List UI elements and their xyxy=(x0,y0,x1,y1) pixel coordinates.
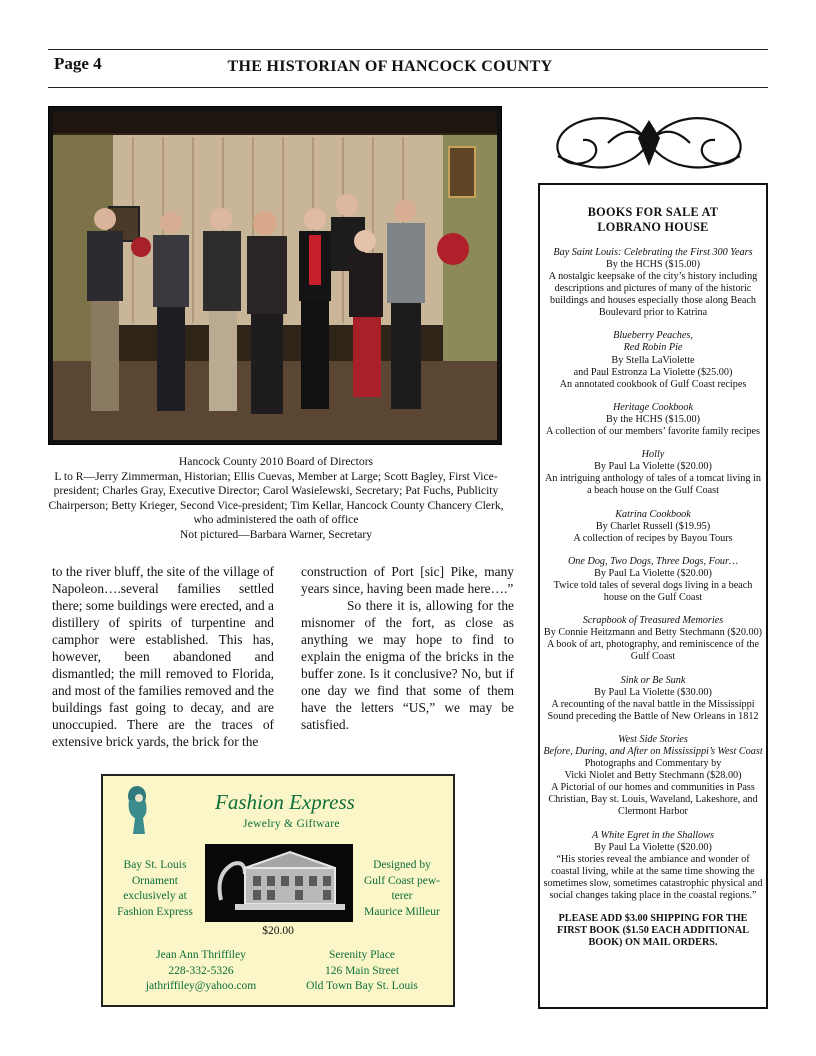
book-entry xyxy=(543,449,763,497)
book-description: A nostalgic keepsake of the city’s history including descriptions and pictures of many of the historic buildings and houses especially those along Beach Boulevard prior to Katrina xyxy=(548,271,758,319)
contact-email[interactable]: jathriffiley@yahoo.com xyxy=(145,980,257,993)
ad-title: Fashion Express xyxy=(215,790,355,814)
book-title: Before, During, and After on Mississippi’s West Coast xyxy=(543,746,763,757)
ornament-price: $20.00 xyxy=(262,925,294,937)
book-author-price: By Paul La Violette ($20.00) xyxy=(594,461,712,473)
address-line: 126 Main Street xyxy=(324,964,400,977)
book-title: Blueberry Peaches, xyxy=(613,330,693,342)
ad-line: Ornament xyxy=(132,874,178,887)
book-title: Red Robin Pie xyxy=(623,342,683,354)
book-title: Holly xyxy=(641,449,665,461)
book-title: Katrina Cookbook xyxy=(615,508,691,520)
book-entry xyxy=(543,402,763,438)
book-title: One Dog, Two Dogs, Three Dogs, Four… xyxy=(567,555,739,567)
book-entry xyxy=(543,615,763,663)
book-entry xyxy=(543,330,763,390)
fashion-express-ad xyxy=(101,774,455,1007)
caption-body: L to R—Jerry Zimmerman, Historian; Ellis Cuevas, Member at Large; Scott Bagley, First Vice-president; Charles Gray, Executive Director; Carol Wasielewski, Secretary; Pat Fuchs, Publicity Chairperson; Betty Krieger, Second Vice-president; Tim Kellar, Hancock County Chancery Clerk, who administered the oath of office xyxy=(48,469,504,527)
caption-note: Not pictured—Barbara Warner, Secretary xyxy=(179,527,373,541)
ad-line: Fashion Express xyxy=(117,905,193,918)
board-photo xyxy=(48,106,502,445)
book-entry xyxy=(543,509,763,545)
book-author-price: By Paul La Violette ($20.00) xyxy=(594,841,712,853)
article-paragraph: So there it is, allowing for the misnomer of the fort, as close as anything we may hope to find to explain the enigma of the bricks in the buffer zone. Is it conclusive? No, but if one day we find that some of them have the letters “US,” we may be satisfied. xyxy=(301,598,514,732)
book-title: Scrapbook of Treasured Memories xyxy=(582,615,724,627)
book-entry xyxy=(543,675,763,723)
ad-line: Bay St. Louis xyxy=(123,859,187,871)
address-line: Serenity Place xyxy=(328,949,396,961)
contact-phone: 228-332-5326 xyxy=(168,964,234,977)
ad-subtitle: Jewelry & Giftware xyxy=(243,818,340,830)
contact-name: Jean Ann Thriffiley xyxy=(156,949,246,961)
shipping-note: PLEASE ADD $3.00 SHIPPING FOR THE FIRST BOOK ($1.50 EACH ADDITIONAL BOOK) ON MAIL ORDERS. xyxy=(557,913,749,949)
book-title: West Side Stories xyxy=(618,733,688,745)
book-author-price: Photographs and Commentary by xyxy=(584,758,722,770)
decorative-flourish-icon xyxy=(538,108,760,178)
book-author-price: By Paul La Violette ($20.00) xyxy=(594,567,712,579)
ad-right-text xyxy=(353,858,451,920)
books-title-line: BOOKS FOR SALE AT xyxy=(587,205,719,219)
pewter-ornament-illustration xyxy=(205,844,353,922)
ornament-image xyxy=(205,844,353,922)
book-title: Sink or Be Sunk xyxy=(620,674,686,686)
ad-line: terer xyxy=(391,890,413,903)
book-author-price: By Stella LaViolette xyxy=(611,354,695,366)
book-description: A book of art, photography, and reminiscence of the Gulf Coast xyxy=(546,639,760,663)
ad-line: exclusively at xyxy=(123,890,187,903)
books-for-sale-box xyxy=(538,183,768,1009)
book-description: A collection of recipes by Bayou Tours xyxy=(573,532,733,544)
book-entry xyxy=(543,247,763,320)
book-author-price: and Paul Estronza La Violette ($25.00) xyxy=(573,366,733,378)
books-title xyxy=(540,205,766,236)
newsletter-title: THE HISTORIAN OF HANCOCK COUNTY xyxy=(227,58,553,75)
address-line: Old Town Bay St. Louis xyxy=(306,980,418,993)
ad-line: Maurice Milleur xyxy=(364,905,440,918)
book-author-price: Vicki Niolet and Betty Stechmann ($28.00) xyxy=(564,770,742,782)
ad-line: Gulf Coast pew- xyxy=(363,874,440,887)
book-entry xyxy=(543,556,763,604)
ad-left-text xyxy=(107,858,203,920)
ad-line: Designed by xyxy=(373,859,431,871)
book-author-price: By Charlet Russell ($19.95) xyxy=(595,520,711,532)
book-list xyxy=(540,247,766,902)
book-entry xyxy=(543,830,763,903)
book-title: A White Egret in the Shallows xyxy=(592,829,714,841)
book-description: Twice told tales of several dogs living in a beach house on the Gulf Coast xyxy=(553,579,753,604)
article-column-2 xyxy=(301,563,514,733)
book-description: “His stories reveal the ambiance and wonder of coastal living, while at the same time showing the sometimes slow, sometimes catastrophic physical and social changes taking place in the coastal regions.” xyxy=(543,853,763,902)
top-rule xyxy=(48,49,768,50)
board-photo-image xyxy=(53,111,497,440)
book-author-price: By Paul La Violette ($30.00) xyxy=(594,686,712,698)
book-author-price: By Connie Heitzmann and Betty Stechmann ($20.00) xyxy=(543,627,763,639)
book-author-price: By the HCHS ($15.00) xyxy=(606,413,700,425)
page-number: Page 4 xyxy=(54,54,102,73)
photo-caption xyxy=(48,455,504,543)
book-description: An annotated cookbook of Gulf Coast recipes xyxy=(559,378,747,390)
article-paragraph: construction of Port [sic] Pike, many years since, having been made here….” xyxy=(301,564,514,596)
book-description: A Pictorial of our homes and communities in Pass Christian, Bay st. Louis, Waveland, Lakeshore, and Clermont Harbor xyxy=(548,782,758,818)
woman-silhouette-icon xyxy=(123,784,155,836)
book-title: Bay Saint Louis: Celebrating the First 300 Years xyxy=(553,246,753,258)
books-title-line: LOBRANO HOUSE xyxy=(597,220,709,235)
caption-title: Hancock County 2010 Board of Directors xyxy=(178,455,374,468)
book-author-price: By the HCHS ($15.00) xyxy=(606,258,700,270)
book-entry xyxy=(543,734,763,819)
group-photo-illustration xyxy=(53,111,497,440)
ad-contact-address xyxy=(287,948,437,995)
article-column-1: to the river bluff, the site of the village of Napoleon….several families settled there; some buildings were erected, and a distillery of spirits of turpentine and camphor were established. This has, however, been abandoned and dismantled; the mill removed to Florida, and most of the families removed and the buildings fast going to decay, and are unoccupied. There are the traces of extensive brick yards, the brick for the xyxy=(52,564,274,749)
book-description: A collection of our members’ favorite family recipes xyxy=(546,426,760,438)
book-description: A recounting of the naval battle in the Mississippi Sound preceding the Battle of New Orleans in 1812 xyxy=(547,698,759,722)
header-rule xyxy=(48,87,768,88)
book-description: An intriguing anthology of tales of a tomcat living in a beach house on the Gulf Coast xyxy=(545,473,761,497)
book-title: Heritage Cookbook xyxy=(612,401,694,413)
ad-contact-person xyxy=(121,948,281,995)
